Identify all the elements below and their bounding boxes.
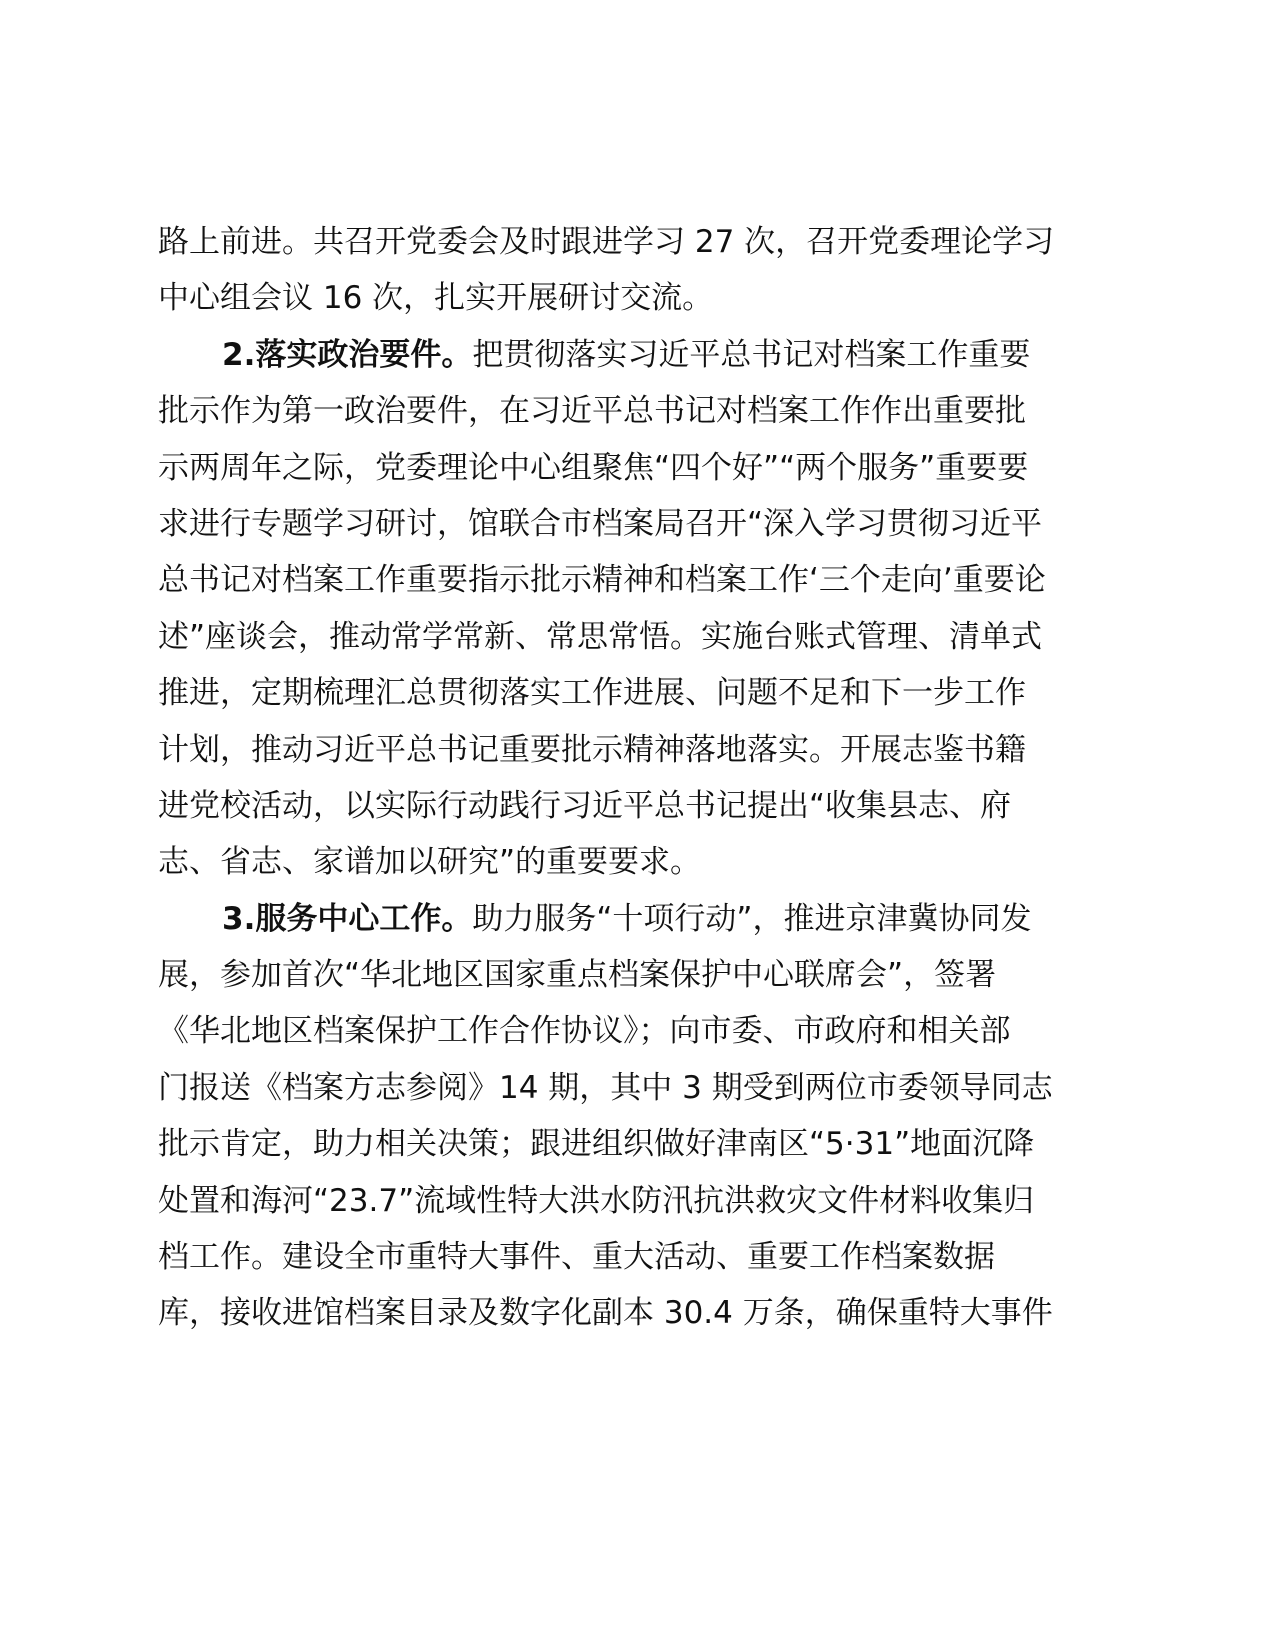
paragraph-2-first-line bbox=[158, 327, 1078, 383]
text-line: 总书记对档案工作重要指示批示精神和档案工作‘三个走向’重要论 bbox=[158, 562, 1046, 599]
text-segment: 助力服务“十项行动”，推进京津冀协同发 bbox=[472, 900, 1032, 937]
text-line: 求进行专题学习研讨，馆联合市档案局召开“深入学习贯彻习近平 bbox=[158, 505, 1043, 542]
text-line: 进党校活动，以实际行动践行习近平总书记提出“收集县志、府 bbox=[158, 787, 1012, 824]
text-segment: 把贯彻落实习近平总书记对档案工作重要 bbox=[472, 336, 1031, 373]
text-line: 批示肯定，助力相关决策；跟进组织做好津南区“5·31”地面沉降 bbox=[158, 1126, 1035, 1163]
text-line: 档工作。建设全市重特大事件、重大活动、重要工作档案数据 bbox=[158, 1239, 995, 1276]
text-line: 门报送《档案方志参阅》14 期，其中 3 期受到两位市委领导同志 bbox=[158, 1069, 1053, 1106]
section-heading-2: 2.落实政治要件。 bbox=[222, 336, 473, 373]
text-line: 批示作为第一政治要件，在习近平总书记对档案工作作出重要批 bbox=[158, 393, 1026, 430]
text-line: 路上前进。共召开党委会及时跟进学习 27 次，召开党委理论学习 bbox=[158, 224, 1055, 260]
text-line: 库，接收进馆档案目录及数字化副本 30.4 万条，确保重特大事件 bbox=[158, 1295, 1053, 1332]
text-line: 中心组会议 16 次，扎实开展研讨交流。 bbox=[158, 280, 714, 317]
text-line: 志、省志、家谱加以研究”的重要要求。 bbox=[158, 844, 702, 881]
text-line: 示两周年之际，党委理论中心组聚焦“四个好”“两个服务”重要要 bbox=[158, 449, 1029, 486]
text-line: 《华北地区档案保护工作合作协议》；向市委、市政府和相关部 bbox=[158, 1013, 1011, 1050]
paragraph-3-first-line bbox=[158, 891, 1078, 947]
body-text bbox=[158, 214, 1078, 1342]
text-line: 推进，定期梳理汇总贯彻落实工作进展、问题不足和下一步工作 bbox=[158, 675, 1026, 712]
text-line: 处置和海河“23.7”流域性特大洪水防汛抗洪救灾文件材料收集归 bbox=[158, 1182, 1035, 1219]
text-line: 计划，推动习近平总书记重要批示精神落地落实。开展志鉴书籍 bbox=[158, 731, 1026, 768]
text-line: 述”座谈会，推动常学常新、常思常悟。实施台账式管理、清单式 bbox=[158, 618, 1043, 655]
section-heading-3: 3.服务中心工作。 bbox=[222, 900, 473, 937]
text-line: 展，参加首次“华北地区国家重点档案保护中心联席会”，签署 bbox=[158, 957, 997, 994]
